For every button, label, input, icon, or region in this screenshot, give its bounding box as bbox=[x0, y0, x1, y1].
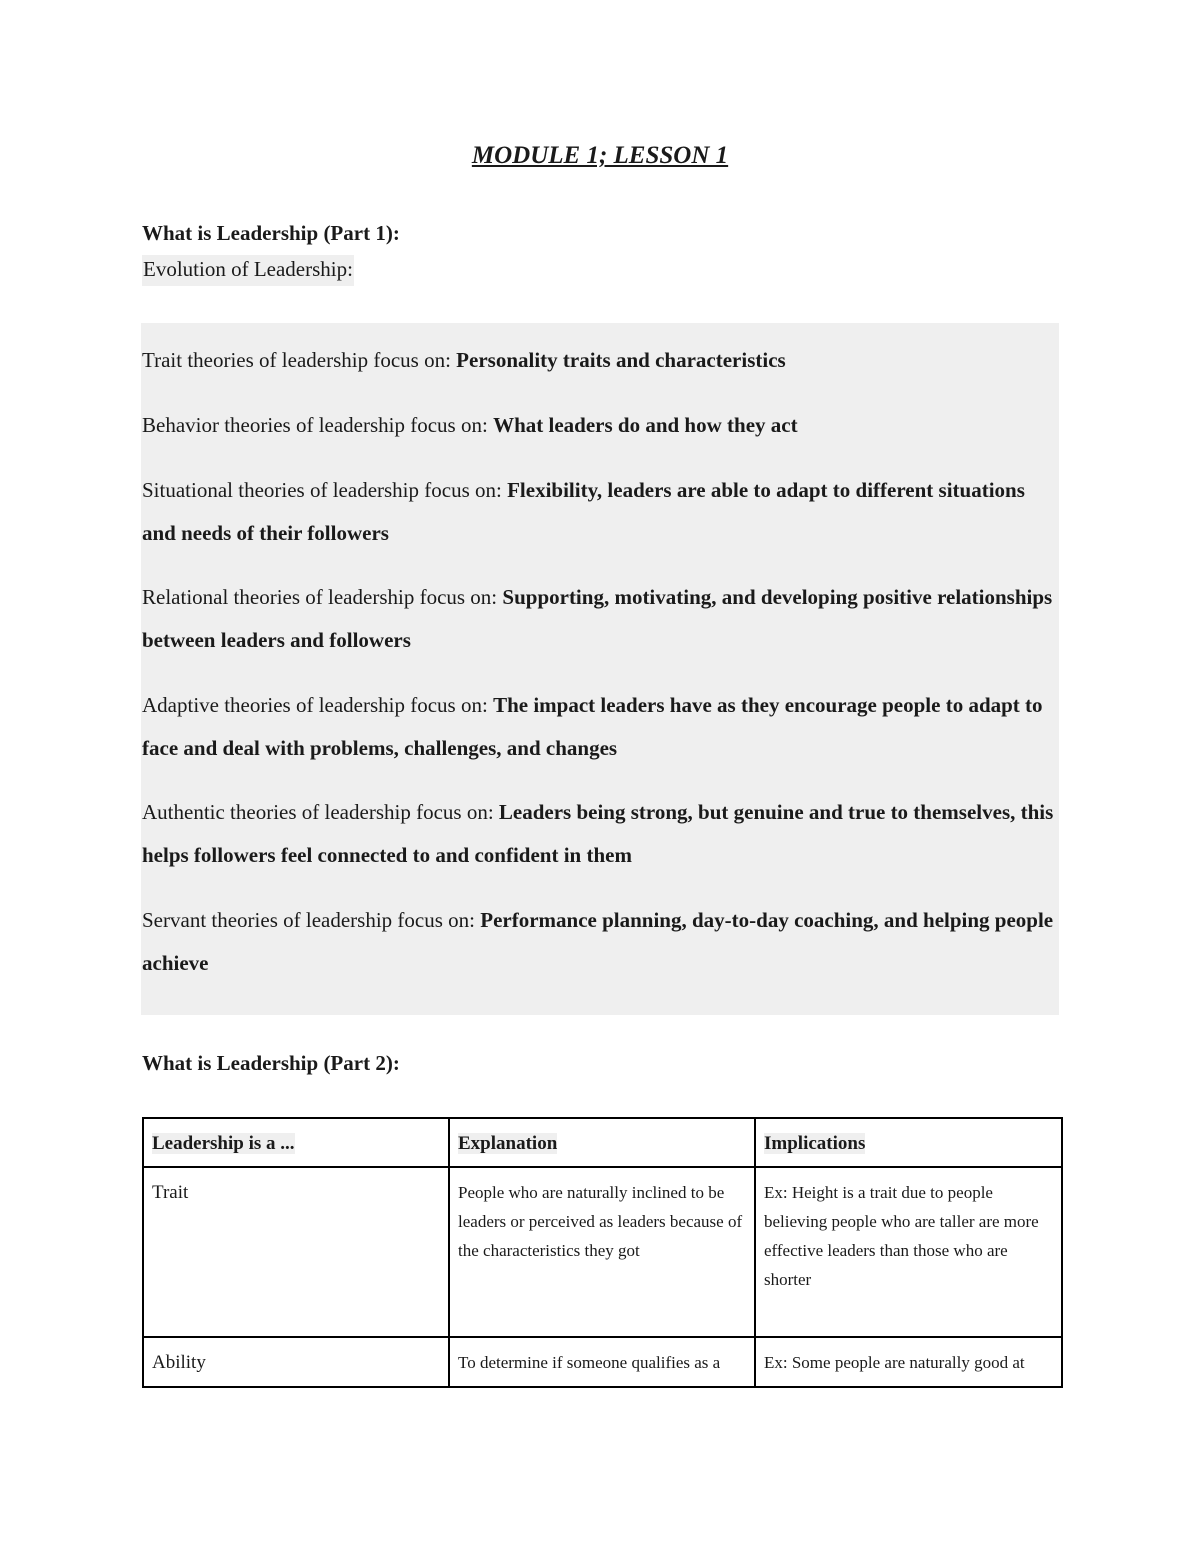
table-cell: Trait bbox=[143, 1167, 449, 1337]
theory-focus: Personality traits and characteristics bbox=[456, 348, 786, 372]
theory-focus: Supporting, motivating, and developing positive relationships between leaders and followers bbox=[142, 585, 1053, 652]
theory-situational bbox=[142, 469, 1054, 555]
theory-focus: Leaders being strong, but genuine and true to themselves, this helps followers feel connected to and confident in them bbox=[142, 800, 1054, 867]
table-cell: People who are naturally inclined to be leaders or perceived as leaders because of the characteristics they got bbox=[449, 1167, 755, 1337]
column-header-label: Leadership is a ... bbox=[152, 1133, 295, 1154]
leadership-table bbox=[142, 1117, 1063, 1388]
theory-lead: Relational theories of leadership focus on: bbox=[142, 585, 503, 609]
section-heading-part2: What is Leadership (Part 2): bbox=[142, 1051, 400, 1075]
column-header-explanation bbox=[449, 1118, 755, 1167]
table-cell: To determine if someone qualifies as a bbox=[449, 1337, 755, 1387]
theory-focus: Flexibility, leaders are able to adapt to different situations and needs of their followers bbox=[142, 478, 1025, 545]
theory-lead: Behavior theories of leadership focus on: bbox=[142, 413, 494, 437]
theory-focus: Performance planning, day-to-day coaching, and helping people achieve bbox=[142, 908, 1054, 975]
table-row bbox=[143, 1167, 1062, 1337]
theory-behavior bbox=[142, 404, 1054, 447]
theory-servant bbox=[142, 899, 1054, 985]
table-row bbox=[143, 1337, 1062, 1387]
theory-relational bbox=[142, 576, 1054, 662]
column-header-label: Implications bbox=[764, 1133, 866, 1154]
theory-authentic bbox=[142, 791, 1054, 877]
theory-lead: Situational theories of leadership focus on: bbox=[142, 478, 508, 502]
column-header-implications bbox=[755, 1118, 1062, 1167]
table-cell: Ability bbox=[143, 1337, 449, 1387]
theory-trait bbox=[142, 339, 1054, 382]
subheading-evolution: Evolution of Leadership: bbox=[142, 255, 354, 286]
theory-focus: What leaders do and how they act bbox=[493, 413, 798, 437]
theory-lead: Authentic theories of leadership focus on: bbox=[142, 800, 499, 824]
column-header-label: Explanation bbox=[458, 1133, 558, 1154]
theory-focus: The impact leaders have as they encourage people to adapt to face and deal with problems, challenges, and changes bbox=[142, 693, 1043, 760]
theory-adaptive bbox=[142, 684, 1054, 770]
theory-lead: Trait theories of leadership focus on: bbox=[142, 348, 457, 372]
theories-box bbox=[141, 323, 1059, 1015]
table-cell: Ex: Some people are naturally good at bbox=[755, 1337, 1062, 1387]
page-title: MODULE 1; LESSON 1 bbox=[471, 142, 729, 169]
column-header-leadership bbox=[143, 1118, 449, 1167]
table-header-row bbox=[143, 1118, 1062, 1167]
theory-lead: Servant theories of leadership focus on: bbox=[142, 908, 481, 932]
section-heading-part1: What is Leadership (Part 1): bbox=[142, 221, 400, 245]
table-cell: Ex: Height is a trait due to people believing people who are taller are more effective leaders than those who are shorter bbox=[755, 1167, 1062, 1337]
theory-lead: Adaptive theories of leadership focus on: bbox=[142, 693, 494, 717]
